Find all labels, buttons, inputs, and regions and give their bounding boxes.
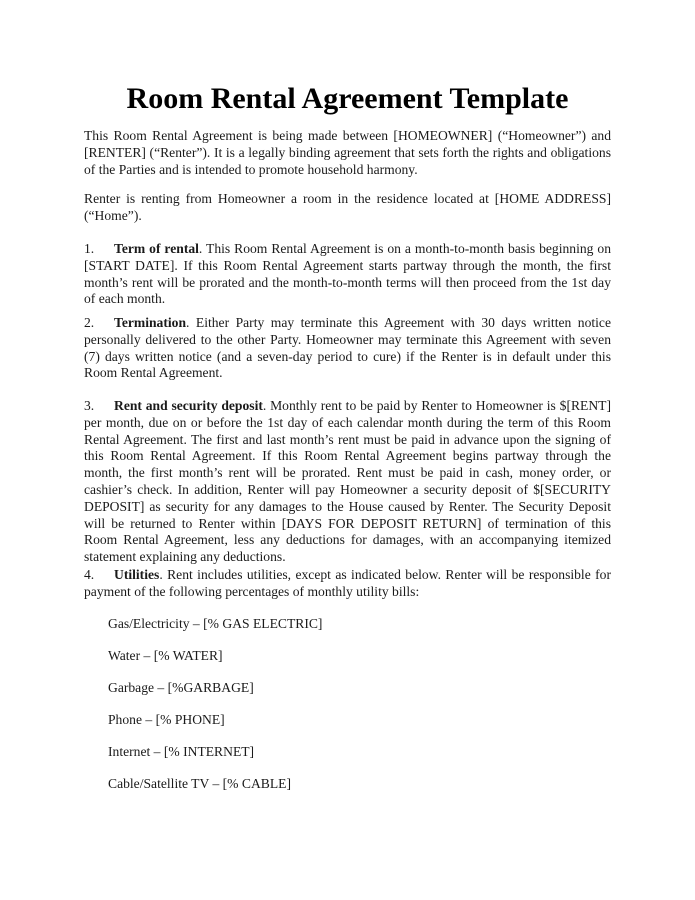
section-utilities xyxy=(84,567,611,601)
utility-line-gas-electricity: Gas/Electricity – [% GAS ELECTRIC] xyxy=(108,616,323,631)
section-number: 2. xyxy=(84,315,95,330)
section-number: 3. xyxy=(84,398,95,413)
section-number: 1. xyxy=(84,241,95,256)
section-body: . Rent includes utilities, except as indicated below. Renter will be responsible for payment of the following percentages of monthly utility bills: xyxy=(84,567,611,599)
utility-line-garbage: Garbage – [%GARBAGE] xyxy=(108,680,254,695)
section-heading: Term of rental xyxy=(114,241,199,256)
section-body: . This Room Rental Agreement is on a month-to-month basis beginning on [START DATE]. If this Room Rental Agreement starts partway through the month, the first month’s rent will be prorated and the month-to-month terms will then proceed from the 1st day of each month. xyxy=(84,241,612,307)
section-body: . Either Party may terminate this Agreement with 30 days written notice personally delivered to the other Party. Homeowner may terminate this Agreement with seven (7) days written notice (and a seven-day period to cure) if the Renter is in default under this Room Rental Agreement. xyxy=(84,315,611,381)
section-rent-and-security-deposit xyxy=(84,398,611,566)
utility-line-water: Water – [% WATER] xyxy=(108,648,223,663)
section-termination xyxy=(84,315,611,382)
section-term-of-rental xyxy=(84,241,611,308)
section-heading: Termination xyxy=(114,315,187,330)
page-title: Room Rental Agreement Template xyxy=(126,82,569,115)
intro-paragraph-parties: This Room Rental Agreement is being made between [HOMEOWNER] (“Homeowner”) and [RENTER] (“Renter”). It is a legally binding agreement that sets forth the rights and obligations of the Parties and is intended to promote household harmony. xyxy=(84,128,611,177)
section-heading: Rent and security deposit xyxy=(114,398,263,413)
utility-line-phone: Phone – [% PHONE] xyxy=(108,712,225,727)
section-heading: Utilities xyxy=(114,567,160,582)
utility-line-cable-satellite-tv: Cable/Satellite TV – [% CABLE] xyxy=(108,776,291,791)
section-number: 4. xyxy=(84,567,95,582)
utility-line-internet: Internet – [% INTERNET] xyxy=(108,744,255,759)
section-body: . Monthly rent to be paid by Renter to Homeowner is $[RENT] per month, due on or before the 1st day of each calendar month during the term of this Room Rental Agreement. The first and last month’s rent must be paid in advance upon the signing of this Room Rental Agreement. If this Room Rental Agreement begins partway through the month, the first month’s rent will be prorated. Rent must be paid in cash, money order, or cashier’s check. In addition, Renter will pay Homeowner a security deposit of $[SECURITY DEPOSIT] as security for any damages to the House caused by Renter. The Security Deposit will be returned to Renter within [DAYS FOR DEPOSIT RETURN] of termination of this Room Rental Agreement, less any deductions for damages, with an accompanying itemized statement explaining any deductions. xyxy=(84,398,611,565)
intro-paragraph-residence: Renter is renting from Homeowner a room in the residence located at [HOME ADDRESS] (“Home”). xyxy=(84,191,611,223)
